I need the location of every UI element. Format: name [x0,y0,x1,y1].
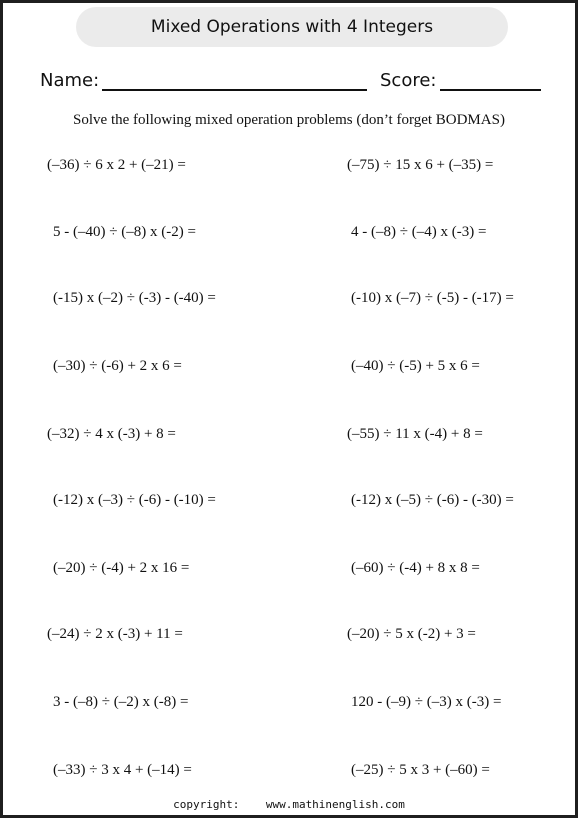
problem-left-6: (-12) x (–3) ÷ (-6) - (-10) = [53,492,216,508]
instructions: Solve the following mixed operation problems (don’t forget BODMAS) [73,112,505,128]
problem-right-10: (–25) ÷ 5 x 3 + (–60) = [351,762,490,778]
score-label: Score: [380,70,437,91]
problem-right-5: (–55) ÷ 11 x (-4) + 8 = [347,426,483,442]
problem-left-5: (–32) ÷ 4 x (-3) + 8 = [47,426,176,442]
problem-right-2: 4 - (–8) ÷ (–4) x (-3) = [351,224,487,240]
problem-left-7: (–20) ÷ (-4) + 2 x 16 = [53,560,190,576]
problem-right-1: (–75) ÷ 15 x 6 + (–35) = [347,157,494,173]
problem-right-9: 120 - (–9) ÷ (–3) x (-3) = [351,694,502,710]
problem-right-7: (–60) ÷ (-4) + 8 x 8 = [351,560,480,576]
problem-left-3: (-15) x (–2) ÷ (-3) - (-40) = [53,290,216,306]
worksheet-title [76,7,508,47]
site-url: www.mathinenglish.com [265,798,405,811]
problem-right-6: (-12) x (–5) ÷ (-6) - (-30) = [351,492,514,508]
name-label: Name: [40,70,100,91]
problem-left-4: (–30) ÷ (-6) + 2 x 6 = [53,358,182,374]
score-field[interactable] [440,89,541,91]
footer [0,798,578,811]
problem-left-1: (–36) ÷ 6 x 2 + (–21) = [47,157,186,173]
problem-left-9: 3 - (–8) ÷ (–2) x (-8) = [53,694,189,710]
problem-left-10: (–33) ÷ 3 x 4 + (–14) = [53,762,192,778]
problem-left-8: (–24) ÷ 2 x (-3) + 11 = [47,626,183,642]
title-text: Mixed Operations with 4 Integers [150,17,434,37]
problem-left-2: 5 - (–40) ÷ (–8) x (-2) = [53,224,196,240]
problem-right-4: (–40) ÷ (-5) + 5 x 6 = [351,358,480,374]
name-field[interactable] [102,89,367,91]
copyright-label: copyright: [173,798,240,811]
problem-right-8: (–20) ÷ 5 x (-2) + 3 = [347,626,476,642]
problem-right-3: (-10) x (–7) ÷ (-5) - (-17) = [351,290,514,306]
